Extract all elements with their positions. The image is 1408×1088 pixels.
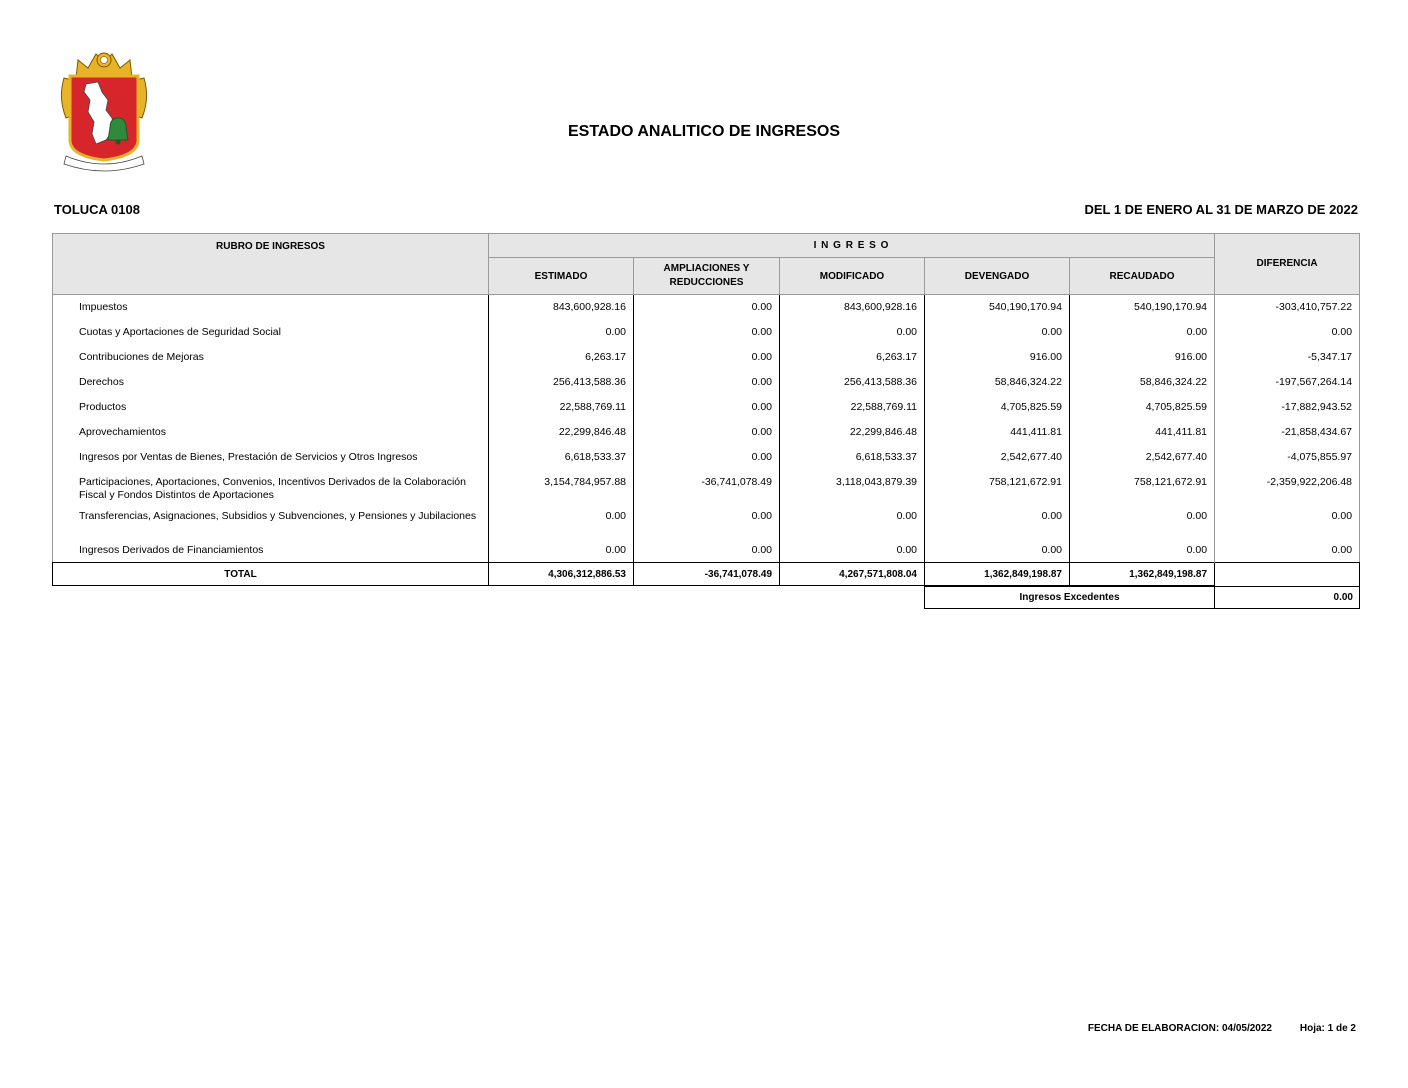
row-ampliaciones: 0.00 xyxy=(634,320,780,345)
row-recaudado: 0.00 xyxy=(1070,504,1215,538)
row-modificado: 22,588,769.11 xyxy=(780,395,925,420)
row-rubro: Ingresos por Ventas de Bienes, Prestación de Servicios y Otros Ingresos xyxy=(79,450,418,463)
row-estimado: 6,618,533.37 xyxy=(489,445,634,470)
table-row xyxy=(53,345,1360,370)
row-estimado: 22,588,769.11 xyxy=(489,395,634,420)
row-rubro: Impuestos xyxy=(79,301,128,313)
row-devengado: 0.00 xyxy=(925,320,1070,345)
row-recaudado: 0.00 xyxy=(1070,538,1215,563)
table-row xyxy=(53,370,1360,395)
total-modificado: 4,267,571,808.04 xyxy=(780,563,925,586)
table-row xyxy=(53,538,1360,563)
row-modificado: 0.00 xyxy=(780,504,925,538)
row-ampliaciones: 0.00 xyxy=(634,370,780,395)
row-recaudado: 2,542,677.40 xyxy=(1070,445,1215,470)
row-estimado: 0.00 xyxy=(489,504,634,538)
table-row xyxy=(53,395,1360,420)
row-modificado: 3,118,043,879.39 xyxy=(780,470,925,504)
page-title: ESTADO ANALITICO DE INGRESOS xyxy=(567,123,840,140)
row-rubro: Cuotas y Aportaciones de Seguridad Social xyxy=(79,325,281,338)
total-estimado: 4,306,312,886.53 xyxy=(489,563,634,586)
row-ampliaciones: 0.00 xyxy=(634,395,780,420)
row-recaudado: 758,121,672.91 xyxy=(1070,470,1215,504)
row-modificado: 0.00 xyxy=(780,538,925,563)
row-rubro: Contribuciones de Mejoras xyxy=(79,350,204,363)
row-modificado: 22,299,846.48 xyxy=(780,420,925,445)
total-devengado: 1,362,849,198.87 xyxy=(925,563,1070,586)
row-devengado: 2,542,677.40 xyxy=(925,445,1070,470)
row-diferencia: 0.00 xyxy=(1215,538,1360,563)
row-rubro: Derechos xyxy=(79,375,124,388)
table-row xyxy=(53,420,1360,445)
municipal-logo-icon xyxy=(58,48,150,174)
row-recaudado: 916.00 xyxy=(1070,345,1215,370)
row-ampliaciones: 0.00 xyxy=(634,445,780,470)
row-devengado: 0.00 xyxy=(925,504,1070,538)
col-header-ampliaciones-line2: REDUCCIONES xyxy=(669,277,744,288)
row-diferencia: -5,347.17 xyxy=(1215,345,1360,370)
col-header-modificado: MODIFICADO xyxy=(780,258,925,295)
row-diferencia: 0.00 xyxy=(1215,320,1360,345)
row-diferencia: -4,075,855.97 xyxy=(1215,445,1360,470)
table-row xyxy=(53,445,1360,470)
col-header-devengado: DEVENGADO xyxy=(925,258,1070,295)
row-estimado: 22,299,846.48 xyxy=(489,420,634,445)
col-header-ampliaciones-line1: AMPLIACIONES Y xyxy=(663,263,750,274)
income-table xyxy=(52,233,1360,586)
row-ampliaciones: 0.00 xyxy=(634,538,780,563)
row-rubro: Ingresos Derivados de Financiamientos xyxy=(79,543,264,556)
total-ampliaciones: -36,741,078.49 xyxy=(634,563,780,586)
row-diferencia: 0.00 xyxy=(1215,504,1360,538)
row-modificado: 843,600,928.16 xyxy=(780,295,925,320)
footer-hoja: Hoja: 1 de 2 xyxy=(1299,1023,1356,1034)
excess-income-table xyxy=(924,586,1360,609)
row-estimado: 3,154,784,957.88 xyxy=(489,470,634,504)
row-modificado: 6,618,533.37 xyxy=(780,445,925,470)
excess-label: Ingresos Excedentes xyxy=(925,587,1215,609)
row-devengado: 58,846,324.22 xyxy=(925,370,1070,395)
row-rubro: Productos xyxy=(79,400,127,413)
row-modificado: 0.00 xyxy=(780,320,925,345)
row-ampliaciones: 0.00 xyxy=(634,420,780,445)
row-ampliaciones: 0.00 xyxy=(634,345,780,370)
col-header-rubro: RUBRO DE INGRESOS xyxy=(53,234,489,295)
row-estimado: 0.00 xyxy=(489,538,634,563)
period-label: DEL 1 DE ENERO AL 31 DE MARZO DE 2022 xyxy=(1084,202,1358,217)
row-devengado: 4,705,825.59 xyxy=(925,395,1070,420)
row-estimado: 6,263.17 xyxy=(489,345,634,370)
col-header-recaudado: RECAUDADO xyxy=(1070,258,1215,295)
row-devengado: 441,411.81 xyxy=(925,420,1070,445)
excess-value: 0.00 xyxy=(1215,587,1360,609)
row-rubro: Participaciones, Aportaciones, Convenios, Incentivos Derivados de la Colaboración Fiscal y Fondos Distintos de Aportaciones xyxy=(79,475,466,501)
col-header-ampliaciones xyxy=(634,258,780,295)
row-diferencia: -2,359,922,206.48 xyxy=(1215,470,1360,504)
row-devengado: 0.00 xyxy=(925,538,1070,563)
entity-label: TOLUCA 0108 xyxy=(54,202,140,217)
table-row xyxy=(53,504,1360,538)
total-recaudado: 1,362,849,198.87 xyxy=(1070,563,1215,586)
row-recaudado: 58,846,324.22 xyxy=(1070,370,1215,395)
table-row xyxy=(53,470,1360,504)
row-estimado: 843,600,928.16 xyxy=(489,295,634,320)
row-ampliaciones: 0.00 xyxy=(634,295,780,320)
row-estimado: 0.00 xyxy=(489,320,634,345)
row-modificado: 6,263.17 xyxy=(780,345,925,370)
row-recaudado: 540,190,170.94 xyxy=(1070,295,1215,320)
row-recaudado: 0.00 xyxy=(1070,320,1215,345)
row-devengado: 758,121,672.91 xyxy=(925,470,1070,504)
col-header-estimado: ESTIMADO xyxy=(489,258,634,295)
row-ampliaciones: 0.00 xyxy=(634,504,780,538)
row-diferencia: -197,567,264.14 xyxy=(1215,370,1360,395)
total-label: TOTAL xyxy=(53,563,489,586)
row-modificado: 256,413,588.36 xyxy=(780,370,925,395)
row-rubro: Transferencias, Asignaciones, Subsidios y Subvenciones, y Pensiones y Jubilaciones xyxy=(79,509,477,522)
row-ampliaciones: -36,741,078.49 xyxy=(634,470,780,504)
total-diferencia-blank xyxy=(1215,563,1360,586)
row-diferencia: -21,858,434.67 xyxy=(1215,420,1360,445)
row-estimado: 256,413,588.36 xyxy=(489,370,634,395)
row-diferencia: -17,882,943.52 xyxy=(1215,395,1360,420)
row-diferencia: -303,410,757.22 xyxy=(1215,295,1360,320)
table-row xyxy=(53,320,1360,345)
table-row xyxy=(53,295,1360,320)
row-devengado: 540,190,170.94 xyxy=(925,295,1070,320)
col-header-diferencia: DIFERENCIA xyxy=(1215,234,1360,295)
row-rubro: Aprovechamientos xyxy=(79,425,166,438)
row-recaudado: 4,705,825.59 xyxy=(1070,395,1215,420)
footer-fecha: FECHA DE ELABORACION: 04/05/2022 xyxy=(1087,1023,1272,1034)
col-header-ingreso-group: I N G R E S O xyxy=(489,234,1215,258)
row-recaudado: 441,411.81 xyxy=(1070,420,1215,445)
row-devengado: 916.00 xyxy=(925,345,1070,370)
